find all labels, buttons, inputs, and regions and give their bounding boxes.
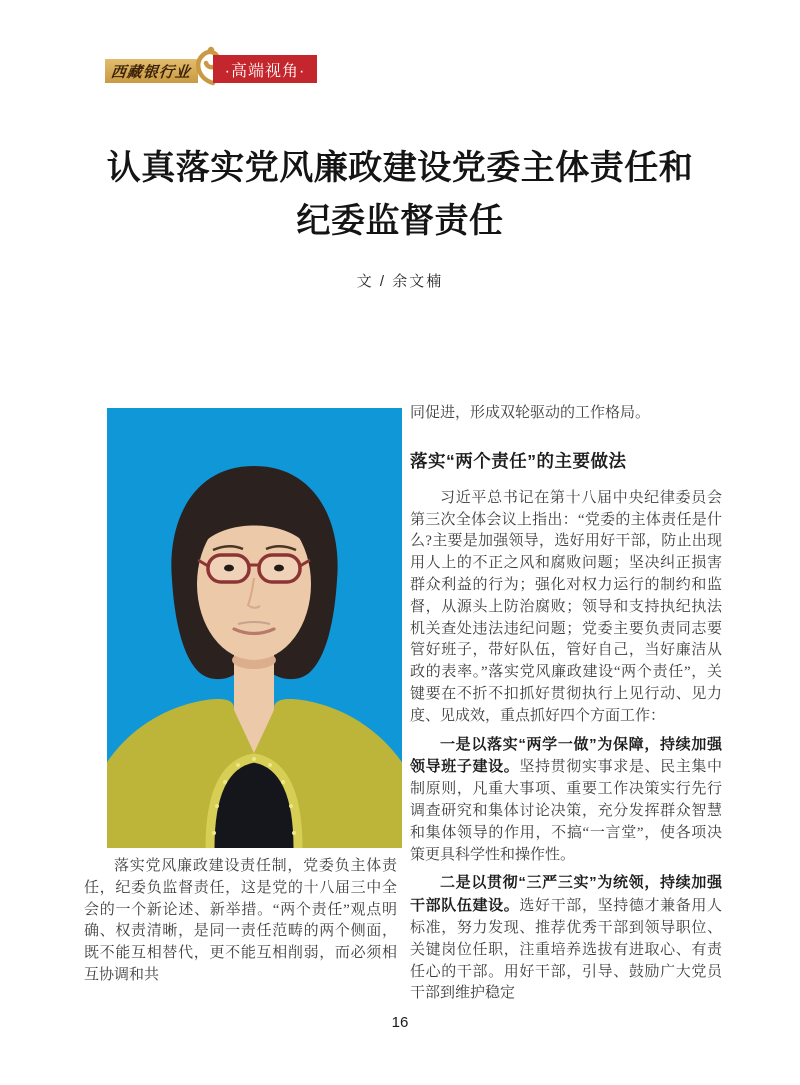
continued-paragraph: 同促进，形成双轮驱动的工作格局。	[410, 405, 651, 421]
article-title	[40, 142, 760, 248]
paragraph-3-lead: 二是以贯彻“三严三实”为统领，持续加强干部队伍建设。	[410, 874, 722, 915]
paragraph-3-body: 选好干部，坚持德才兼备用人标准，努力发现、推荐优秀干部到领导职位、关键岗位任职，注重培养选拔有进取心、有责任心的干部。用好干部，引导、鼓励广大党员干部到维护稳定	[410, 898, 722, 1002]
paragraph-2-body: 坚持贯彻实事求是、民主集中制原则，凡重大事项、重要工作决策实行先行调查研究和集体讨论决策，充分发挥群众智慧和集体领导的作用，不搞“一言堂”，使各项决策更具科学性和操作性。	[410, 759, 722, 863]
paragraph-2-lead: 一是以落实“两学一做”为保障，持续加强领导班子建设。	[410, 735, 722, 776]
brand-calligraphy-label: 西藏银行业	[110, 64, 193, 81]
brand-band	[105, 59, 198, 83]
left-column-paragraph: 落实党风廉政建设责任制，党委负主体责任，纪委负监督责任，这是党的十八届三中全会的一个新论述、新举措。“两个责任”观点明确、权责清晰，是同一责任范畴的两个侧面，既不能互相替代，更不能互相削弱，而必须相互协调和共	[84, 858, 397, 983]
paragraph-1: 习近平总书记在第十八届中央纪律委员会第三次全体会议上指出：“党委的主体责任是什么?主要是加强领导，选好用好干部，防止出现用人上的不正之风和腐败问题；坚决纠正损害群众利益的行为；强化对权力运行的制约和监督，从源头上防治腐败；领导和支持执纪执法机关查处违法违纪问题；党委主要负责同志要管好班子，带好队伍，管好自己，当好廉洁从政的表率。”落实党风廉政建设“两个责任”，关键要在不折不扣抓好贯彻执行上见行动、见力度、见成效，重点抓好四个方面工作：	[410, 489, 722, 724]
author-portrait-photo	[107, 408, 402, 848]
section-band	[213, 55, 317, 83]
article-title-line2: 纪委监督责任	[296, 203, 504, 240]
article-byline: 文 / 余文楠	[356, 273, 444, 290]
page-number: 16	[391, 1014, 409, 1031]
section-label: ·高端视角·	[224, 62, 306, 80]
article-title-line1: 认真落实党风廉政建设党委主体责任和	[106, 150, 694, 187]
paragraph-2	[410, 734, 722, 867]
paragraph-3	[410, 872, 722, 1005]
section-heading: 落实“两个责任”的主要做法	[410, 450, 627, 471]
right-column	[410, 403, 722, 1005]
